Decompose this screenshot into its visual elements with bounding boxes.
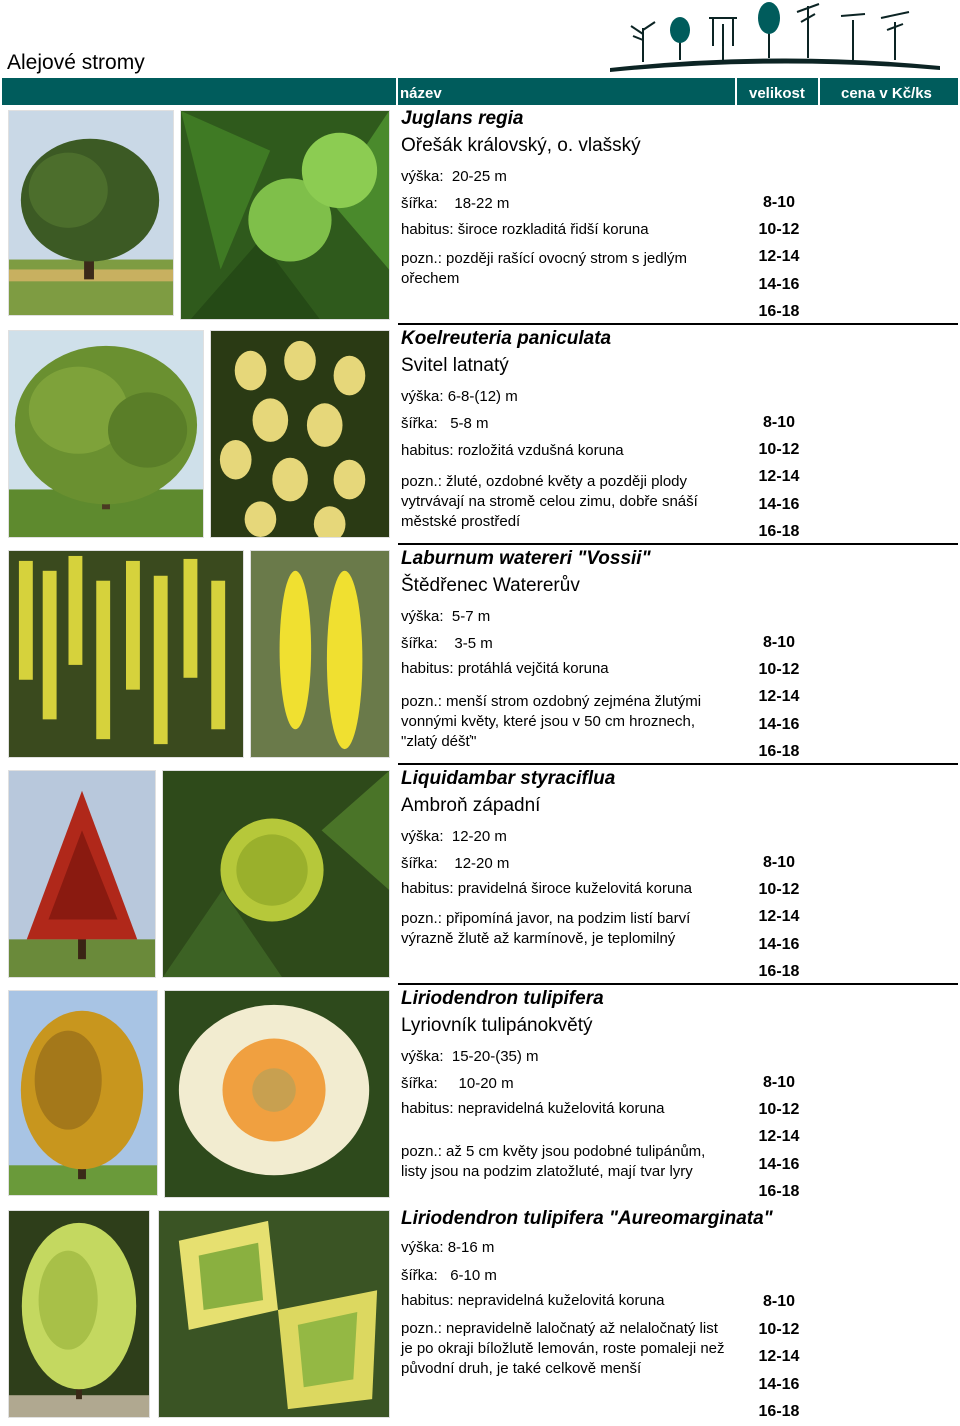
tree-czech-name: Ambroň západní: [401, 795, 541, 816]
height-value: 15-20-(35) m: [451, 1048, 539, 1065]
tree-latin-name: Laburnum watereri "Vossii": [401, 548, 651, 569]
size-option: 8-10: [762, 634, 796, 651]
height-value: 12-20 m: [451, 828, 507, 845]
size-option: 12-14: [758, 1348, 800, 1365]
width-label: šířka:: [401, 1075, 438, 1092]
size-option: 14-16: [758, 1156, 800, 1173]
tree-width: [401, 415, 489, 432]
size-option: 14-16: [758, 496, 800, 513]
tree-height: [401, 1048, 539, 1065]
tree-note: pozn.: připomíná javor, na podzim listí barví výrazně žlutě až karmínově, je teplomilný: [401, 910, 691, 947]
tree-latin-name: Liriodendron tulipifera: [401, 988, 604, 1009]
tree-width: [401, 1267, 497, 1284]
size-option: 8-10: [762, 1293, 796, 1310]
tree-habit-photo: [8, 990, 158, 1196]
raceme-flower-photo: [250, 550, 390, 758]
height-label: výška:: [401, 1239, 444, 1256]
tree-width: [401, 1075, 514, 1092]
walnut-fruit-photo: [180, 110, 390, 320]
tree-entry: [0, 1208, 960, 1426]
size-option: 10-12: [758, 1101, 800, 1118]
tree-czech-name: Štědřenec Watererův: [401, 575, 580, 596]
tree-width: [401, 195, 509, 212]
height-value: 5-7 m: [451, 608, 491, 625]
entry-divider: [398, 543, 958, 545]
tree-habit: habitus: protáhlá vejčitá koruna: [401, 660, 609, 677]
tulip-flower-photo: [164, 990, 390, 1198]
column-header-size: velikost: [749, 85, 805, 102]
tree-czech-name: Lyriovník tulipánokvětý: [401, 1015, 593, 1036]
size-option: 12-14: [758, 1128, 800, 1145]
tree-habit: habitus: rozložitá vzdušná koruna: [401, 442, 624, 459]
tree-entry: [0, 108, 960, 328]
tree-height: [401, 1239, 494, 1256]
tree-note: pozn.: až 5 cm květy jsou podobné tulipánům, listy jsou na podzim zlatožluté, mají tvar lyry: [401, 1143, 706, 1180]
tree-latin-name: Koelreuteria paniculata: [401, 328, 612, 349]
size-option: 14-16: [758, 276, 800, 293]
width-value: 3-5 m: [454, 635, 493, 652]
column-header-name: název: [400, 85, 442, 102]
entry-divider: [398, 323, 958, 325]
size-option: 14-16: [758, 936, 800, 953]
tree-habit-photo: [8, 330, 204, 538]
size-option: 12-14: [758, 688, 800, 705]
width-label: šířka:: [401, 635, 438, 652]
height-label: výška:: [401, 168, 444, 185]
variegated-leaf-photo: [158, 1210, 390, 1418]
tree-entry: [0, 988, 960, 1208]
tree-czech-name: Svitel latnatý: [401, 355, 509, 376]
width-label: šířka:: [401, 855, 438, 872]
tree-height: [401, 828, 507, 845]
size-option: 14-16: [758, 1376, 800, 1393]
tree-note: pozn.: menší strom ozdobný zejména žlutými vonnými květy, které jsou v 50 cm hroznech, "zlatý déšť": [401, 693, 702, 750]
size-option: 16-18: [758, 963, 800, 980]
tree-habit: habitus: široce rozkladitá řidší koruna: [401, 221, 649, 238]
tree-latin-name: Liriodendron tulipifera "Aureomarginata": [401, 1208, 773, 1229]
size-option: 12-14: [758, 908, 800, 925]
tree-czech-name: Ořešák královský, o. vlašský: [401, 135, 641, 156]
tree-height: [401, 168, 507, 185]
width-label: šířka:: [401, 195, 438, 212]
entry-divider: [398, 763, 958, 765]
tree-note: pozn.: žluté, ozdobné květy a později plody vytrvávají na stromě celou zimu, dobře snáší městské prostředí: [401, 473, 698, 530]
tree-habit: habitus: nepravidelná kuželovitá koruna: [401, 1292, 665, 1309]
size-option: 8-10: [762, 1074, 796, 1091]
height-label: výška:: [401, 1048, 444, 1065]
tree-height: [401, 608, 490, 625]
size-option: 16-18: [758, 523, 800, 540]
width-value: 6-10 m: [450, 1267, 497, 1284]
width-value: 18-22 m: [454, 195, 510, 212]
size-option: 14-16: [758, 716, 800, 733]
tree-entry: [0, 768, 960, 988]
height-label: výška:: [401, 608, 444, 625]
size-option: 16-18: [758, 1183, 800, 1200]
table-header: [2, 78, 958, 105]
size-option: 10-12: [758, 1321, 800, 1338]
size-option: 8-10: [762, 414, 796, 431]
tree-height: [401, 388, 518, 405]
entry-divider: [398, 983, 958, 985]
tree-habit: habitus: nepravidelná kuželovitá koruna: [401, 1100, 665, 1117]
tree-latin-name: Liquidambar styraciflua: [401, 768, 616, 789]
tree-habit-photo: [8, 550, 244, 758]
size-option: 16-18: [758, 303, 800, 320]
tree-width: [401, 855, 509, 872]
width-value: 12-20 m: [454, 855, 510, 872]
size-option: 10-12: [758, 661, 800, 678]
height-value: 20-25 m: [451, 168, 507, 185]
width-value: 10-20 m: [458, 1075, 514, 1092]
tree-entry: [0, 328, 960, 548]
width-label: šířka:: [401, 1267, 438, 1284]
height-value: 6-8-(12) m: [447, 388, 518, 405]
tree-note: pozn.: nepravidelně laločnatý až nelaločnatý list je po okraji bíložlutě lemován, roste pomaleji než původní druh, je také celkově menší: [401, 1320, 725, 1377]
tree-latin-name: Juglans regia: [401, 108, 524, 129]
size-option: 8-10: [762, 194, 796, 211]
tree-habit-photo: [8, 1210, 150, 1418]
height-label: výška:: [401, 828, 444, 845]
nursery-logo: [605, 0, 945, 72]
page-title: Alejové stromy: [7, 51, 145, 74]
size-option: 10-12: [758, 221, 800, 238]
height-label: výška:: [401, 388, 444, 405]
size-option: 12-14: [758, 468, 800, 485]
size-option: 8-10: [762, 854, 796, 871]
size-option: 16-18: [758, 743, 800, 760]
size-option: 10-12: [758, 441, 800, 458]
tree-habit: habitus: pravidelná široce kuželovitá koruna: [401, 880, 692, 897]
width-value: 5-8 m: [450, 415, 489, 432]
tree-habit-photo: [8, 770, 156, 978]
column-header-price: cena v Kč/ks: [841, 85, 932, 102]
tree-width: [401, 635, 493, 652]
height-value: 8-16 m: [447, 1239, 495, 1256]
lantern-fruit-photo: [210, 330, 390, 538]
tree-entry: [0, 548, 960, 768]
size-option: 10-12: [758, 881, 800, 898]
width-label: šířka:: [401, 415, 438, 432]
seed-ball-photo: [162, 770, 390, 978]
size-option: 16-18: [758, 1403, 800, 1420]
tree-habit-photo: [8, 110, 174, 316]
tree-note: pozn.: později rašící ovocný strom s jedlým ořechem: [401, 250, 687, 287]
size-option: 12-14: [758, 248, 800, 265]
